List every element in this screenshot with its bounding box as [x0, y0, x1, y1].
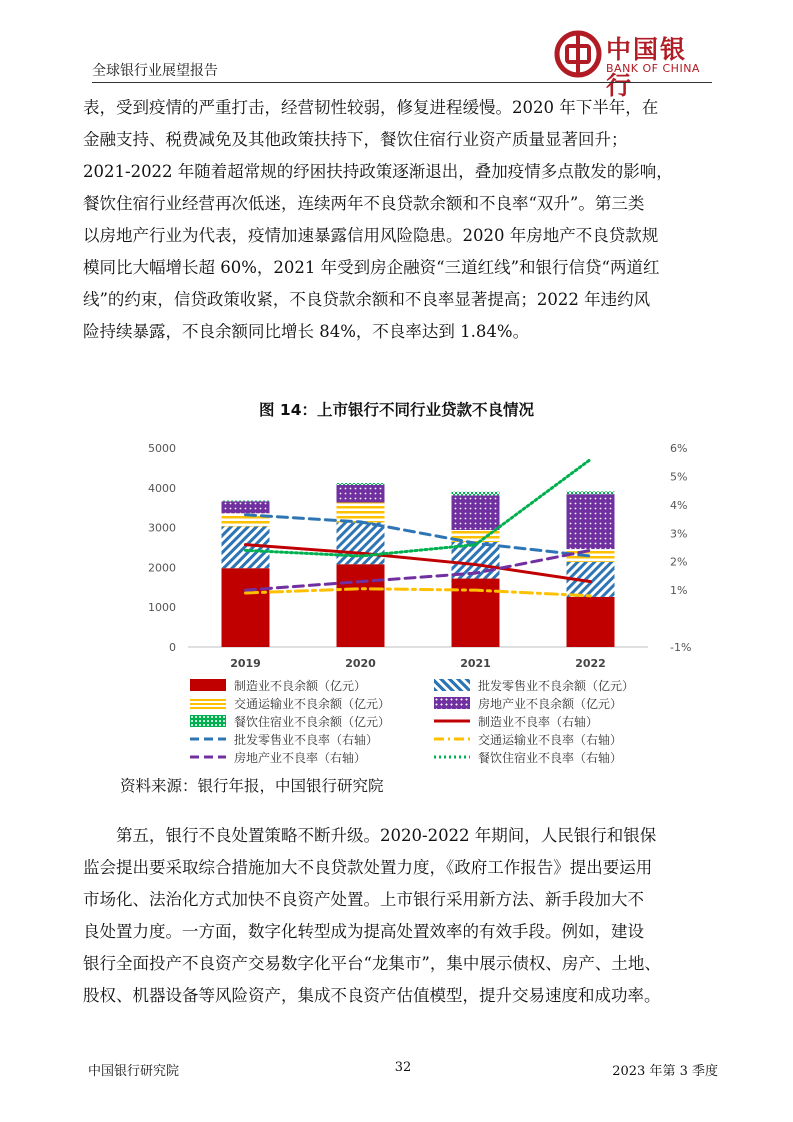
- text-line: 第五，银行不良处置策略不断升级。2020-2022 年期间，人民银行和银保: [116, 826, 657, 845]
- legend-swatch: [434, 697, 470, 709]
- paragraph-2: [83, 820, 713, 1012]
- text-line: 险持续暴露，不良余额同比增长 84%，不良率达到 1.84%。: [83, 322, 530, 341]
- legend-item: [434, 694, 622, 712]
- x-tick-label: 2019: [230, 657, 261, 670]
- legend-swatch: [190, 715, 226, 727]
- legend-label: 餐饮住宿业不良余额（亿元）: [234, 714, 391, 729]
- header-title: 全球银行业展望报告: [92, 63, 218, 79]
- legend-item: [434, 676, 634, 694]
- legend-item: [190, 748, 366, 766]
- bar-segment: [222, 501, 270, 513]
- bar-segment: [567, 549, 615, 562]
- text-line: 2021-2022 年随着超常规的纾困扶持政策逐渐退出，叠加疫情多点散发的影响，: [83, 162, 673, 181]
- text-line: 市场化、法治化方式加快不良资产处置。上市银行采用新方法、新手段加大不: [83, 890, 644, 909]
- legend-label: 房地产业不良率（右轴）: [234, 750, 367, 765]
- figure-title: 图 14：上市银行不同行业贷款不良情况: [259, 401, 534, 419]
- text-line: 表，受到疫情的严重打击，经营韧性较弱，修复进程缓慢。2020 年下半年，在: [83, 98, 659, 117]
- legend-swatch: [190, 679, 226, 691]
- text-line: 金融支持、税费减免及其他政策扶持下，餐饮住宿行业资产质量显著回升；: [83, 130, 628, 149]
- legend-label: 交通运输业不良余额（亿元）: [234, 696, 391, 711]
- legend-item: [434, 748, 622, 766]
- legend-item: [190, 676, 366, 694]
- legend-item: [190, 694, 390, 712]
- y-left-tick-label: 0: [169, 641, 176, 654]
- npl-chart: [133, 436, 693, 672]
- text-line: 餐饮住宿行业经营再次低迷，连续两年不良贷款余额和不良率“双升”。第三类: [83, 194, 645, 213]
- boc-emblem-icon: [554, 30, 602, 78]
- y-left-tick-label: 3000: [148, 521, 176, 535]
- bar-segment: [337, 522, 385, 564]
- bar-segment: [337, 564, 385, 647]
- legend-swatch: [434, 733, 470, 745]
- text-line: 银行全面投产不良资产交易数字化平台“龙集市”，集中展示债权、房产、土地、: [83, 954, 661, 973]
- legend-label: 制造业不良率（右轴）: [478, 714, 599, 729]
- page-header: [92, 28, 712, 100]
- bar-segment: [222, 568, 270, 647]
- y-right-tick-label: 4%: [670, 498, 688, 512]
- y-right-tick-label: 5%: [670, 470, 688, 484]
- paragraph-1: [83, 92, 713, 348]
- legend-swatch: [434, 679, 470, 691]
- y-left-tick-label: 2000: [148, 561, 176, 575]
- bar-segment: [452, 492, 500, 496]
- text-line: 线”的约束，信贷政策收紧，不良贷款余额和不良率显著提高；2022 年违约风: [83, 290, 651, 309]
- bar-segment: [337, 485, 385, 503]
- legend-swatch: [190, 733, 226, 745]
- legend-swatch: [434, 715, 470, 727]
- bar-segment: [337, 483, 385, 485]
- legend-label: 批发零售业不良余额（亿元）: [478, 678, 635, 693]
- text-line: 以房地产行业为代表，疫情加速暴露信用风险隐患。2020 年房地产不良贷款规: [83, 226, 659, 245]
- legend-swatch: [190, 751, 226, 763]
- y-left-tick-label: 5000: [148, 442, 176, 455]
- series-line: [246, 459, 591, 556]
- text-line: 监会提出要采取综合措施加大不良贷款处置力度，《政府工作报告》提出要运用: [83, 858, 653, 877]
- legend-item: [190, 712, 390, 730]
- bar-segment: [567, 494, 615, 549]
- legend-label: 交通运输业不良率（右轴）: [478, 732, 623, 747]
- legend-label: 批发零售业不良率（右轴）: [234, 732, 379, 747]
- logo-english: BANK OF CHINA: [606, 62, 700, 75]
- text-line: 模同比大幅增长超 60%，2021 年受到房企融资“三道红线”和银行信贷“两道红: [83, 258, 660, 277]
- legend-swatch: [190, 697, 226, 709]
- legend-item: [434, 730, 622, 748]
- x-tick-label: 2022: [575, 657, 606, 670]
- logo-chinese: 中国银行: [606, 35, 688, 100]
- figure-source: 资料来源：银行年报，中国银行研究院: [120, 777, 384, 795]
- legend-item: [434, 712, 598, 730]
- header-divider: [92, 82, 712, 83]
- y-left-tick-label: 1000: [148, 601, 176, 615]
- bar-segment: [567, 491, 615, 494]
- footer-period: 2023 年第 3 季度: [612, 1064, 718, 1079]
- legend-item: [190, 730, 378, 748]
- y-right-tick-label: 1%: [670, 584, 688, 598]
- y-left-tick-label: 4000: [148, 481, 176, 495]
- bar-segment: [452, 495, 500, 530]
- legend-label: 房地产业不良余额（亿元）: [478, 696, 623, 711]
- bar-segment: [567, 597, 615, 647]
- x-tick-label: 2020: [345, 657, 376, 670]
- y-right-tick-label: 3%: [670, 527, 688, 541]
- legend-label: 餐饮住宿业不良率（右轴）: [478, 750, 623, 765]
- legend-swatch: [434, 751, 470, 763]
- series-line: [246, 589, 591, 596]
- text-line: 良处置力度。一方面，数字化转型成为提高处置效率的有效手段。例如，建设: [83, 922, 644, 941]
- text-line: 股权、机器设备等风险资产，集成不良资产估值模型，提升交易速度和成功率。: [83, 986, 661, 1005]
- bank-logo: [552, 28, 712, 100]
- y-right-tick-label: 6%: [670, 442, 688, 455]
- y-right-tick-label: 2%: [670, 555, 688, 569]
- page-number: 32: [394, 1060, 412, 1075]
- legend-label: 制造业不良余额（亿元）: [234, 678, 367, 693]
- footer-org: 中国银行研究院: [88, 1064, 180, 1079]
- bar-segment: [222, 501, 270, 502]
- y-right-tick-label: -1%: [670, 641, 692, 654]
- x-tick-label: 2021: [460, 657, 491, 670]
- series-line: [246, 550, 591, 590]
